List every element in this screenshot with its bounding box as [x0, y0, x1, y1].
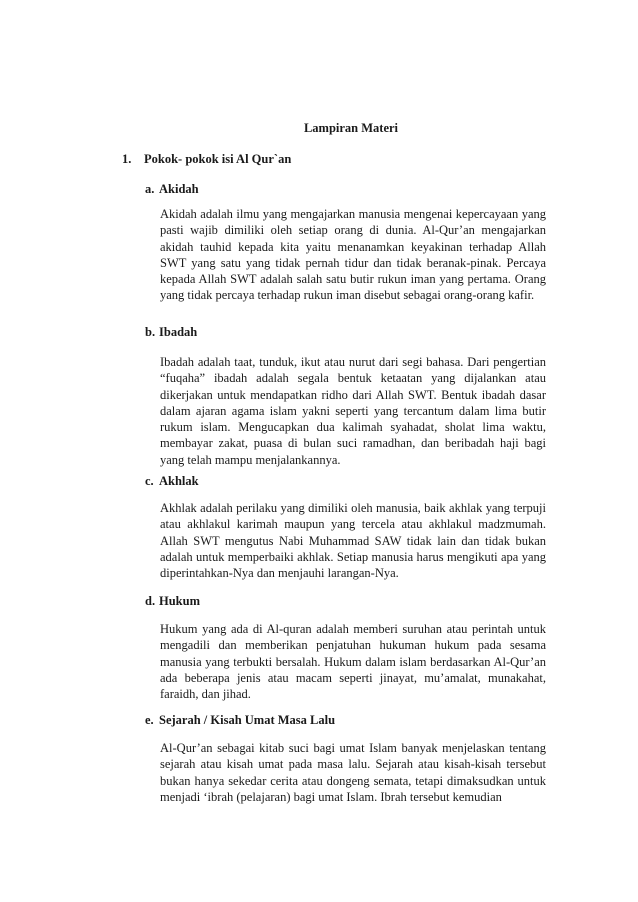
subsection-letter: a. — [145, 182, 155, 196]
section-number: 1. — [122, 152, 132, 166]
subsection-heading-akidah — [145, 182, 199, 197]
section-heading — [122, 152, 291, 167]
page-title: Lampiran Materi — [303, 121, 399, 135]
subsection-letter: d. — [145, 594, 156, 608]
paragraph-sejarah: Al-Qur’an sebagai kitab suci bagi umat Islam banyak menjelaskan tentang sejarah atau kisah umat pada masa lalu. Sejarah atau kisah-kisah tersebut bukan hanya sekedar cerita atau dongeng semata, tetapi dimaksudkan untuk menjadi ‘ibrah (pelajaran) bagi umat Islam. Ibrah tersebut kemudian — [160, 741, 546, 804]
subsection-letter: e. — [145, 713, 154, 727]
subsection-title: Akidah — [159, 182, 199, 196]
subsection-title: Sejarah / Kisah Umat Masa Lalu — [159, 713, 336, 727]
subsection-title: Akhlak — [159, 474, 199, 488]
subsection-heading-ibadah — [145, 325, 197, 340]
section-title: Pokok- pokok isi Al Qur`an — [144, 152, 292, 166]
subsection-title: Ibadah — [159, 325, 198, 339]
paragraph-akidah: Akidah adalah ilmu yang mengajarkan manusia mengenai kepercayaan yang pasti wajib dimiliki oleh setiap orang di dunia. Al-Qur’an mengajarkan akidah tauhid kepada kita yaitu menanamkan keyakinan terhadap Allah SWT yang satu yang tidak pernah tidur dan tidak beranak-pinak. Percaya kepada Allah SWT adalah salah satu butir rukun iman yang pertama. Orang yang tidak percaya terhadap rukun iman disebut sebagai orang-orang kafir. — [160, 207, 546, 303]
paragraph-akhlak: Akhlak adalah perilaku yang dimiliki oleh manusia, baik akhlak yang terpuji atau akhlakul karimah maupun yang tercela atau akhlakul madzmumah. Allah SWT mengutus Nabi Muhammad SAW tidak lain dan tidak bukan adalah untuk memperbaiki akhlak. Setiap manusia harus mengikuti apa yang diperintahkan-Nya dan menjauhi larangan-Nya. — [160, 501, 546, 581]
subsection-heading-sejarah — [145, 713, 335, 728]
subsection-heading-akhlak — [145, 474, 199, 489]
subsection-heading-hukum — [145, 594, 200, 609]
subsection-title: Hukum — [159, 594, 200, 608]
paragraph-hukum: Hukum yang ada di Al-quran adalah memberi suruhan atau perintah untuk mengadili dan memberikan penjatuhan hukuman hukum pada sesama manusia yang terbukti bersalah. Hukum dalam islam berdasarkan Al-Qur’an ada beberapa jenis atau macam seperti jinayat, mu’amalat, munakahat, faraidh, dan jihad. — [160, 622, 546, 702]
paragraph-ibadah: Ibadah adalah taat, tunduk, ikut atau nurut dari segi bahasa. Dari pengertian “fuqaha” ibadah adalah segala bentuk ketaatan yang dijalankan atau dikerjakan untuk mendapatkan ridho dari Allah SWT. Bentuk ibadah dasar dalam ajaran agama islam yakni seperti yang tercantum dalam lima butir rukum islam. Mengucapkan dua kalimah syahadat, sholat lima waktu, membayar zakat, puasa di bulan suci ramadhan, dan beribadah haji bagi yang telah mampu menjalankannya. — [160, 355, 546, 467]
subsection-letter: c. — [145, 474, 154, 488]
subsection-letter: b. — [145, 325, 156, 339]
